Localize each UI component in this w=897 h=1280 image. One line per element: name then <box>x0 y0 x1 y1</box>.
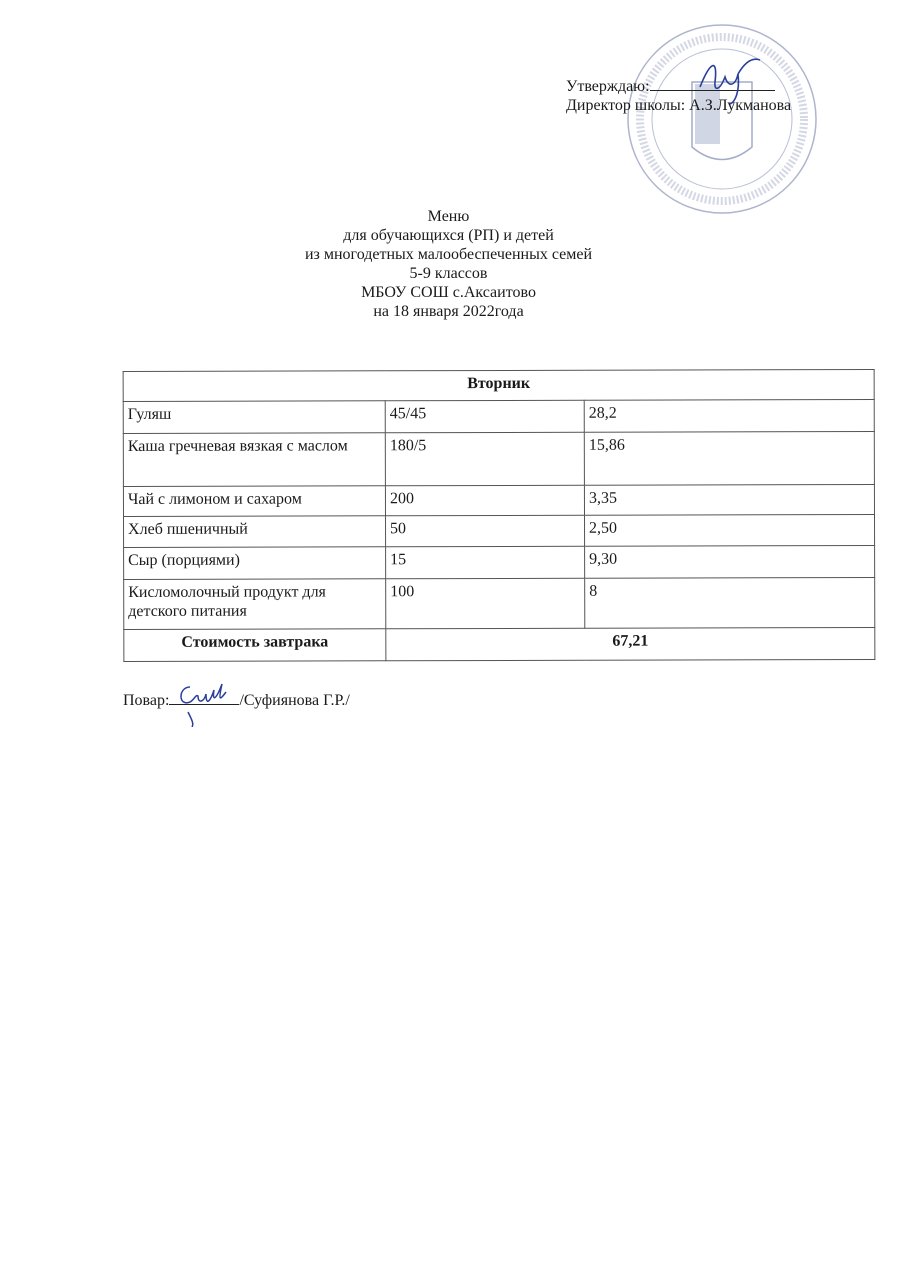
table-row <box>124 546 875 580</box>
document-title <box>0 207 897 321</box>
table-header-row <box>123 370 874 402</box>
title-line: из многодетных малообеспеченных семей <box>304 246 593 263</box>
price-cell: 2,50 <box>584 515 874 547</box>
price-cell: 15,86 <box>584 432 874 486</box>
portion-cell: 45/45 <box>385 400 584 433</box>
dish-cell: Сыр (порциями) <box>124 547 386 580</box>
table-row <box>123 400 874 434</box>
title-line: МБОУ СОШ с.Аксаитово <box>361 284 536 301</box>
table-row <box>124 515 875 548</box>
dish-cell: Кисломолочный продукт для детского питания <box>124 579 386 630</box>
portion-cell: 50 <box>386 515 585 547</box>
dish-cell: Гуляш <box>123 401 385 434</box>
menu-table <box>123 369 876 662</box>
cook-signature <box>170 672 240 727</box>
director-label: Директор школы: А.З.Лукманова <box>566 97 792 114</box>
table-row <box>123 485 874 517</box>
portion-cell: 15 <box>386 546 585 579</box>
price-cell: 8 <box>585 578 875 629</box>
dish-cell: Каша гречневая вязкая с маслом <box>123 433 385 487</box>
director-signature <box>690 52 770 107</box>
dish-cell: Чай с лимоном и сахаром <box>123 486 385 517</box>
title-line: 5-9 классов <box>409 265 488 282</box>
cook-name: /Суфиянова Г.Р./ <box>239 692 350 709</box>
portion-cell: 180/5 <box>385 432 584 486</box>
total-value: 67,21 <box>386 628 875 661</box>
table-row <box>124 578 875 630</box>
price-cell: 28,2 <box>584 400 874 433</box>
dish-cell: Хлеб пшеничный <box>124 516 386 548</box>
cook-label: Повар: <box>123 692 170 709</box>
approve-label: Утверждаю: <box>566 78 650 95</box>
title-line: Меню <box>427 208 470 225</box>
portion-cell: 100 <box>386 578 585 629</box>
day-header: Вторник <box>123 370 874 402</box>
title-line: для обучающихся (РП) и детей <box>343 227 554 244</box>
price-cell: 3,35 <box>584 485 874 516</box>
title-line: на 18 января 2022года <box>373 303 524 320</box>
total-label: Стоимость завтрака <box>124 629 386 662</box>
price-cell: 9,30 <box>585 546 875 579</box>
table-row <box>123 432 874 487</box>
portion-cell: 200 <box>385 485 584 516</box>
total-row <box>124 628 875 662</box>
